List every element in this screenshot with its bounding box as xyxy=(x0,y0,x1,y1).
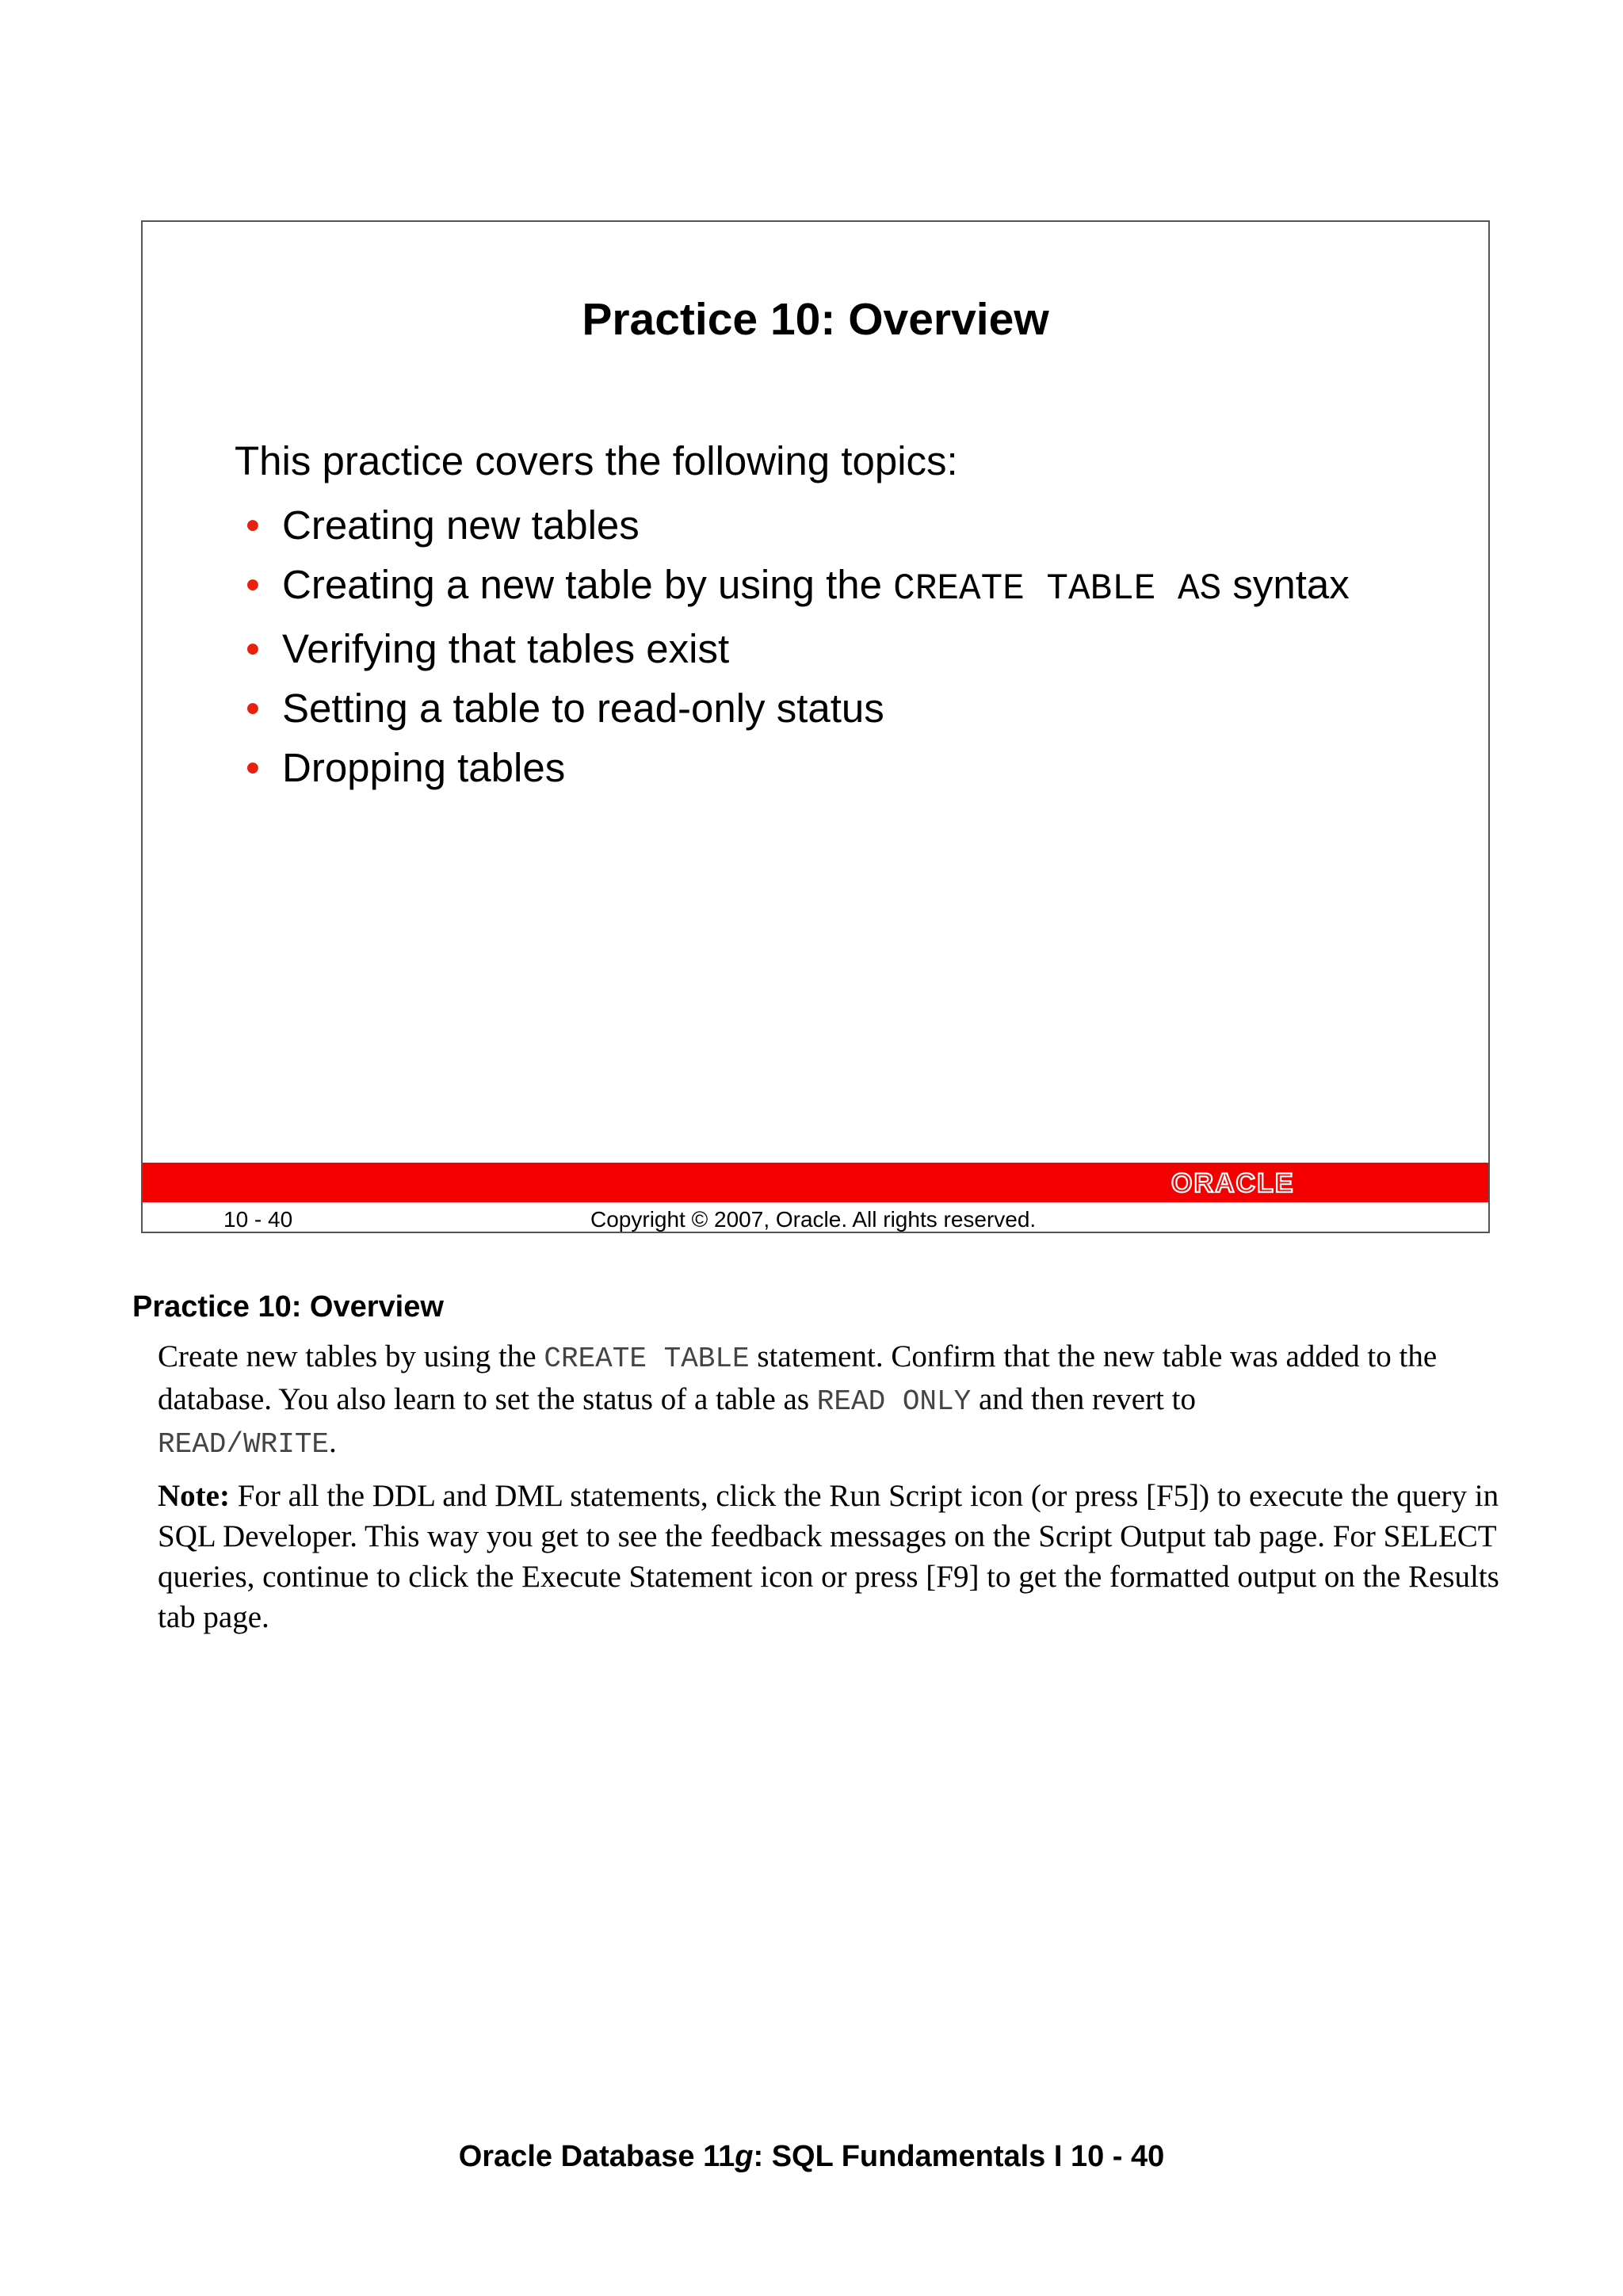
notes-paragraph: Create new tables by using the CREATE TABLE statement. Confirm that the new table was added to the database. You also learn to set the status of a table as READ ONLY and then revert to READ/WRITE. xyxy=(158,1339,1438,1461)
bullet-icon: • xyxy=(246,686,260,731)
bullet-icon: • xyxy=(246,626,260,671)
slide-page-number: 10 - 40 xyxy=(223,1207,293,1232)
bullet-icon: • xyxy=(246,745,260,790)
bullet-icon: • xyxy=(246,562,260,607)
page-footer: Oracle Database 11g: SQL Fundamentals I 10 - 40 xyxy=(458,2140,1165,2173)
topic-item: • Setting a table to read-only status xyxy=(246,678,1350,738)
slide-footer xyxy=(143,1202,1488,1233)
slide-intro: This practice covers the following topics: xyxy=(235,438,958,483)
oracle-red-bar xyxy=(143,1163,1488,1202)
slide-frame xyxy=(141,220,1490,1233)
topic-list xyxy=(246,495,1350,797)
code-snippet: READ ONLY xyxy=(816,1385,972,1418)
svg-text:ORACLE: ORACLE xyxy=(1171,1169,1295,1196)
topic-item: • Verifying that tables exist xyxy=(246,619,1350,678)
notes-body xyxy=(158,1336,1505,1648)
code-snippet: READ/WRITE xyxy=(158,1428,330,1461)
topic-item: • Dropping tables xyxy=(246,738,1350,797)
slide-copyright: Copyright © 2007, Oracle. All rights reserved. xyxy=(590,1207,1037,1232)
oracle-logo-icon xyxy=(1171,1169,1346,1196)
notes-heading: Practice 10: Overview xyxy=(132,1290,444,1324)
slide-title: Practice 10: Overview xyxy=(582,294,1049,345)
code-snippet: CREATE TABLE xyxy=(544,1343,750,1375)
bullet-icon: • xyxy=(246,502,260,548)
code-snippet: CREATE TABLE AS xyxy=(893,568,1222,609)
topic-item: • Creating new tables xyxy=(246,495,1350,555)
notes-paragraph: Note: For all the DDL and DML statements, click the Run Script icon (or press [F5]) to execute the query in SQL Developer. This way you get to see the feedback messages on the Script Output tab page. For SELECT queries, continue to click the Execute Statement icon or press [F9] to get the formatted output on the Results tab page. xyxy=(158,1479,1499,1634)
topic-item: • Creating a new table by using the CREATE TABLE AS syntax xyxy=(246,555,1350,619)
note-label: Note: xyxy=(158,1479,230,1513)
